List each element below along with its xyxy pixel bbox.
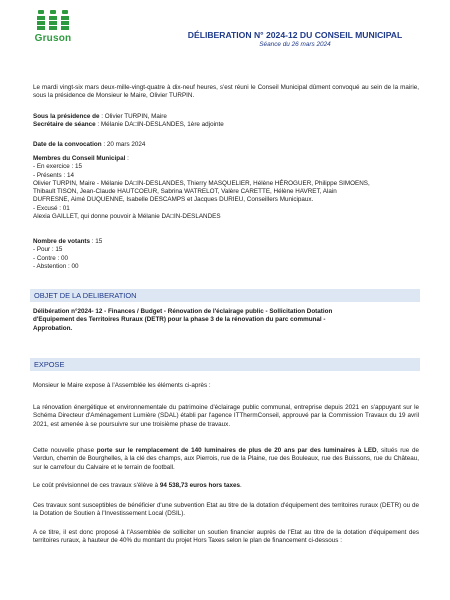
logo-emblem-icon bbox=[31, 10, 75, 30]
section-expose-header: EXPOSE bbox=[30, 358, 420, 371]
votants-value: : 15 bbox=[90, 238, 103, 245]
presidence-label: Sous la présidence de bbox=[33, 113, 100, 120]
membres-presents: - Présents : 14 bbox=[33, 171, 74, 179]
membres-excuse: - Excusé : 01 bbox=[33, 204, 70, 212]
expose-paragraph-1: La rénovation énergétique et environnementale du patrimoine d'éclairage public communal, entreprise depuis 2021 en s'appuyant sur le Schéma Directeur d'Aménagement Lumière (SDAL) établi par l'agence ITThermConseil, approuvé par la Commission Travaux du 19 avril 2021, est amenée à se poursuivre sur une troisième phase de travaux. bbox=[33, 404, 419, 428]
objet-text bbox=[33, 308, 419, 333]
votants-contre: - Contre : 00 bbox=[33, 254, 68, 262]
secretaire-line bbox=[33, 121, 419, 129]
membres-excuse-detail: Alexia GAILLET, qui donne pouvoir à Mélanie DA□IN-DESLANDES bbox=[33, 213, 221, 221]
convocation-value: : 20 mars 2024 bbox=[101, 141, 146, 148]
expose-paragraph-5: A ce titre, il est donc proposé à l'Assemblée de solliciter un soutien financier auprès de l'Etat au titre de la dotation d'équipement des territoires ruraux, à hauteur de 40% du montant du projet Hors Taxes selon le plan de financement ci-dessous : bbox=[33, 529, 419, 545]
votants-pour: - Pour : 15 bbox=[33, 246, 63, 254]
logo-text: Gruson bbox=[34, 33, 72, 44]
expose-paragraph-3: Le coût prévisionnel de ces travaux s'élève à 94 538,73 euros hors taxes. bbox=[33, 482, 242, 489]
membres-names-3: DUFRESNE, Aimé DUQUENNE, Isabelle DESCAMPS et Jacques DURIEU, Conseillers Municipaux. bbox=[33, 196, 314, 204]
membres-names-1: Olivier TURPIN, Maire - Mélanie DA□IN-DESLANDES, Thierry MASQUELIER, Hélène HÉROGUER, Philippe SIMOENS, bbox=[33, 179, 370, 187]
secretaire-label: Secrétaire de séance bbox=[33, 121, 96, 128]
presidence-value: : Olivier TURPIN, Maire bbox=[99, 113, 167, 120]
section-objet-header: OBJET DE LA DELIBERATION bbox=[30, 289, 420, 302]
objet-line-3: Approbation. bbox=[33, 324, 73, 332]
intro-paragraph: Le mardi vingt-six mars deux-mille-vingt-quatre à dix-neuf heures, s'est réuni le Conseil Municipal dûment convoqué au sein de la mairie, sous la présidence de Monsieur le Maire, Olivier TURPIN. bbox=[33, 84, 419, 100]
membres-block: Membres du Conseil Municipal : - En exercice : 15 - Présents : 14 Olivier TURPIN, Maire - Mélanie DA□IN-DESLANDES, Thierry MASQUELIER, Hélène HÉROGUER, Philippe SIMOENS, Thibault TISON, Jean-Claude HAUTCOEUR, Sabrina WATRELOT, Valère CARETTE, Hélène HAVRET, Alain DUFRESNE, Aimé DUQUENNE, Isabelle DESCAMPS et Jacques DURIEU, Conseillers Municipaux. - Excusé : 01 Alexia GAILLET, qui donne pouvoir à Mélanie DA□IN-DESLANDES bbox=[33, 155, 419, 221]
cost-highlight: 94 538,73 euros hors taxes bbox=[159, 482, 241, 489]
votants-label: Nombre de votants bbox=[33, 238, 91, 245]
luminaires-highlight: porte sur le remplacement de 140 luminaires de plus de 20 ans par des luminaires à LED bbox=[96, 447, 377, 454]
membres-names-2: Thibault TISON, Jean-Claude HAUTCOEUR, Sabrina WATRELOT, Valère CARETTE, Hélène HAVRET, Alain bbox=[33, 188, 337, 196]
objet-line-1: Délibération n°2024- 12 - Finances / Budget - Rénovation de l'éclairage public - Sollicitation Dotation bbox=[33, 308, 333, 315]
gruson-logo bbox=[31, 10, 75, 52]
objet-line-2: d'Equipement des Territoires Ruraux (DETR) pour la phase 3 de la rénovation du parc communal - bbox=[33, 316, 326, 324]
expose-paragraph-2: Cette nouvelle phase porte sur le remplacement de 140 luminaires de plus de 20 ans par des luminaires à LED, situés rue de Verdun, chemin de Bourghelles, à la clé des champs, aux Pierrois, rue de la Plaine, rue des Bouleaux, rue des Buissons, rue du Château, sur le carrefour du Calvaire et le terrain de football. bbox=[33, 447, 420, 471]
votants-abstention: - Abstention : 00 bbox=[33, 262, 79, 270]
expose-paragraph-4: Ces travaux sont susceptibles de bénéficier d'une subvention Etat au titre de la dotation d'équipement des territoires ruraux (DETR) ou de la Dotation de Soutien à l'Investissement Local (DSIL). bbox=[33, 502, 419, 518]
expose-intro: Monsieur le Maire expose à l'Assemblée les éléments ci-après : bbox=[33, 382, 211, 389]
secretaire-value: : Mélanie DA□IN-DESLANDES, 1ère adjointe bbox=[95, 121, 224, 128]
membres-label: Membres du Conseil Municipal bbox=[33, 155, 126, 162]
convocation-label: Date de la convocation bbox=[33, 141, 102, 148]
votants-block bbox=[33, 238, 419, 271]
convocation-line bbox=[33, 141, 419, 149]
membres-exercice: - En exercice : 15 bbox=[33, 163, 82, 171]
document-title: DÉLIBERATION N° 2024-12 DU CONSEIL MUNICIPAL bbox=[187, 30, 403, 40]
session-date: Séance du 26 mars 2024 bbox=[259, 41, 331, 48]
